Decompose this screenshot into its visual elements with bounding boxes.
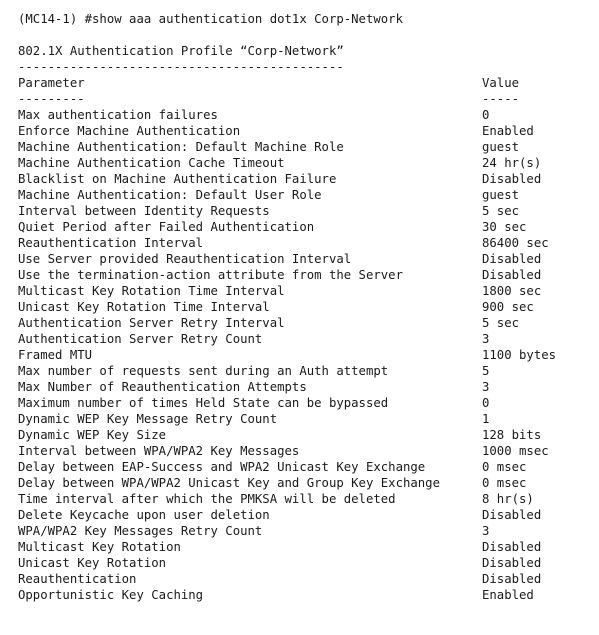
row-parameter: Use the termination-action attribute from the Server	[18, 268, 403, 282]
divider: --------------------------------------------	[18, 60, 344, 74]
row-value: Disabled	[482, 540, 542, 554]
row-value: 1	[482, 412, 490, 426]
row-value: 3	[482, 524, 490, 538]
row-parameter: Time interval after which the PMKSA will be deleted	[18, 492, 396, 506]
row-value: Enabled	[482, 124, 534, 138]
row-parameter: Opportunistic Key Caching	[18, 588, 204, 602]
row-value: 0 msec	[482, 460, 527, 474]
row-value: 5 sec	[482, 204, 520, 218]
row-parameter: Multicast Key Rotation Time Interval	[18, 284, 285, 298]
row-parameter: Authentication Server Retry Count	[18, 332, 263, 346]
row-value: Disabled	[482, 268, 542, 282]
profile-title: 802.1X Authentication Profile “Corp-Network”	[18, 44, 344, 58]
header-parameter-underline: ---------	[18, 92, 85, 106]
row-value: 8 hr(s)	[482, 492, 534, 506]
row-value: 3	[482, 380, 490, 394]
row-parameter: Delay between WPA/WPA2 Unicast Key and Group Key Exchange	[18, 476, 440, 490]
row-parameter: Unicast Key Rotation Time Interval	[18, 300, 270, 314]
row-value: 1100 bytes	[482, 348, 557, 362]
row-parameter: WPA/WPA2 Key Messages Retry Count	[18, 524, 263, 538]
row-value: Disabled	[482, 252, 542, 266]
row-parameter: Machine Authentication: Default Machine Role	[18, 140, 344, 154]
row-parameter: Max Number of Reauthentication Attempts	[18, 380, 307, 394]
row-value: 24 hr(s)	[482, 156, 542, 170]
row-parameter: Machine Authentication: Default User Role	[18, 188, 322, 202]
row-value: 5 sec	[482, 316, 520, 330]
row-parameter: Quiet Period after Failed Authentication	[18, 220, 315, 234]
header-parameter: Parameter	[18, 76, 85, 90]
row-parameter: Enforce Machine Authentication	[18, 124, 241, 138]
row-value: 1800 sec	[482, 284, 542, 298]
row-parameter: Dynamic WEP Key Message Retry Count	[18, 412, 278, 426]
row-parameter: Blacklist on Machine Authentication Failure	[18, 172, 337, 186]
row-value: 0	[482, 396, 490, 410]
row-parameter: Dynamic WEP Key Size	[18, 428, 167, 442]
row-value: 1000 msec	[482, 444, 549, 458]
row-parameter: Interval between Identity Requests	[18, 204, 270, 218]
row-parameter: Machine Authentication Cache Timeout	[18, 156, 285, 170]
row-parameter: Use Server provided Reauthentication Interval	[18, 252, 352, 266]
row-parameter: Reauthentication Interval	[18, 236, 204, 250]
row-parameter: Reauthentication	[18, 572, 137, 586]
row-parameter: Delay between EAP-Success and WPA2 Unicast Key Exchange	[18, 460, 426, 474]
row-value: 128 bits	[482, 428, 542, 442]
row-parameter: Max authentication failures	[18, 108, 218, 122]
row-value: 5	[482, 364, 490, 378]
row-value: Disabled	[482, 508, 542, 522]
row-value: 0	[482, 108, 490, 122]
row-value: Enabled	[482, 588, 534, 602]
command-line: (MC14-1) #show aaa authentication dot1x Corp-Network	[18, 12, 403, 26]
row-value: Disabled	[482, 572, 542, 586]
row-parameter: Framed MTU	[18, 348, 93, 362]
row-parameter: Multicast Key Rotation	[18, 540, 181, 554]
row-value: guest	[482, 188, 520, 202]
row-value: 0 msec	[482, 476, 527, 490]
row-value: 86400 sec	[482, 236, 549, 250]
row-value: Disabled	[482, 172, 542, 186]
row-parameter: Authentication Server Retry Interval	[18, 316, 285, 330]
header-value-underline: -----	[482, 92, 520, 106]
row-value: 900 sec	[482, 300, 534, 314]
row-parameter: Max number of requests sent during an Auth attempt	[18, 364, 389, 378]
row-value: 3	[482, 332, 490, 346]
row-value: Disabled	[482, 556, 542, 570]
row-parameter: Unicast Key Rotation	[18, 556, 167, 570]
header-value: Value	[482, 76, 520, 90]
row-value: 30 sec	[482, 220, 527, 234]
row-parameter: Delete Keycache upon user deletion	[18, 508, 270, 522]
row-parameter: Interval between WPA/WPA2 Key Messages	[18, 444, 300, 458]
row-value: guest	[482, 140, 520, 154]
row-parameter: Maximum number of times Held State can be bypassed	[18, 396, 389, 410]
